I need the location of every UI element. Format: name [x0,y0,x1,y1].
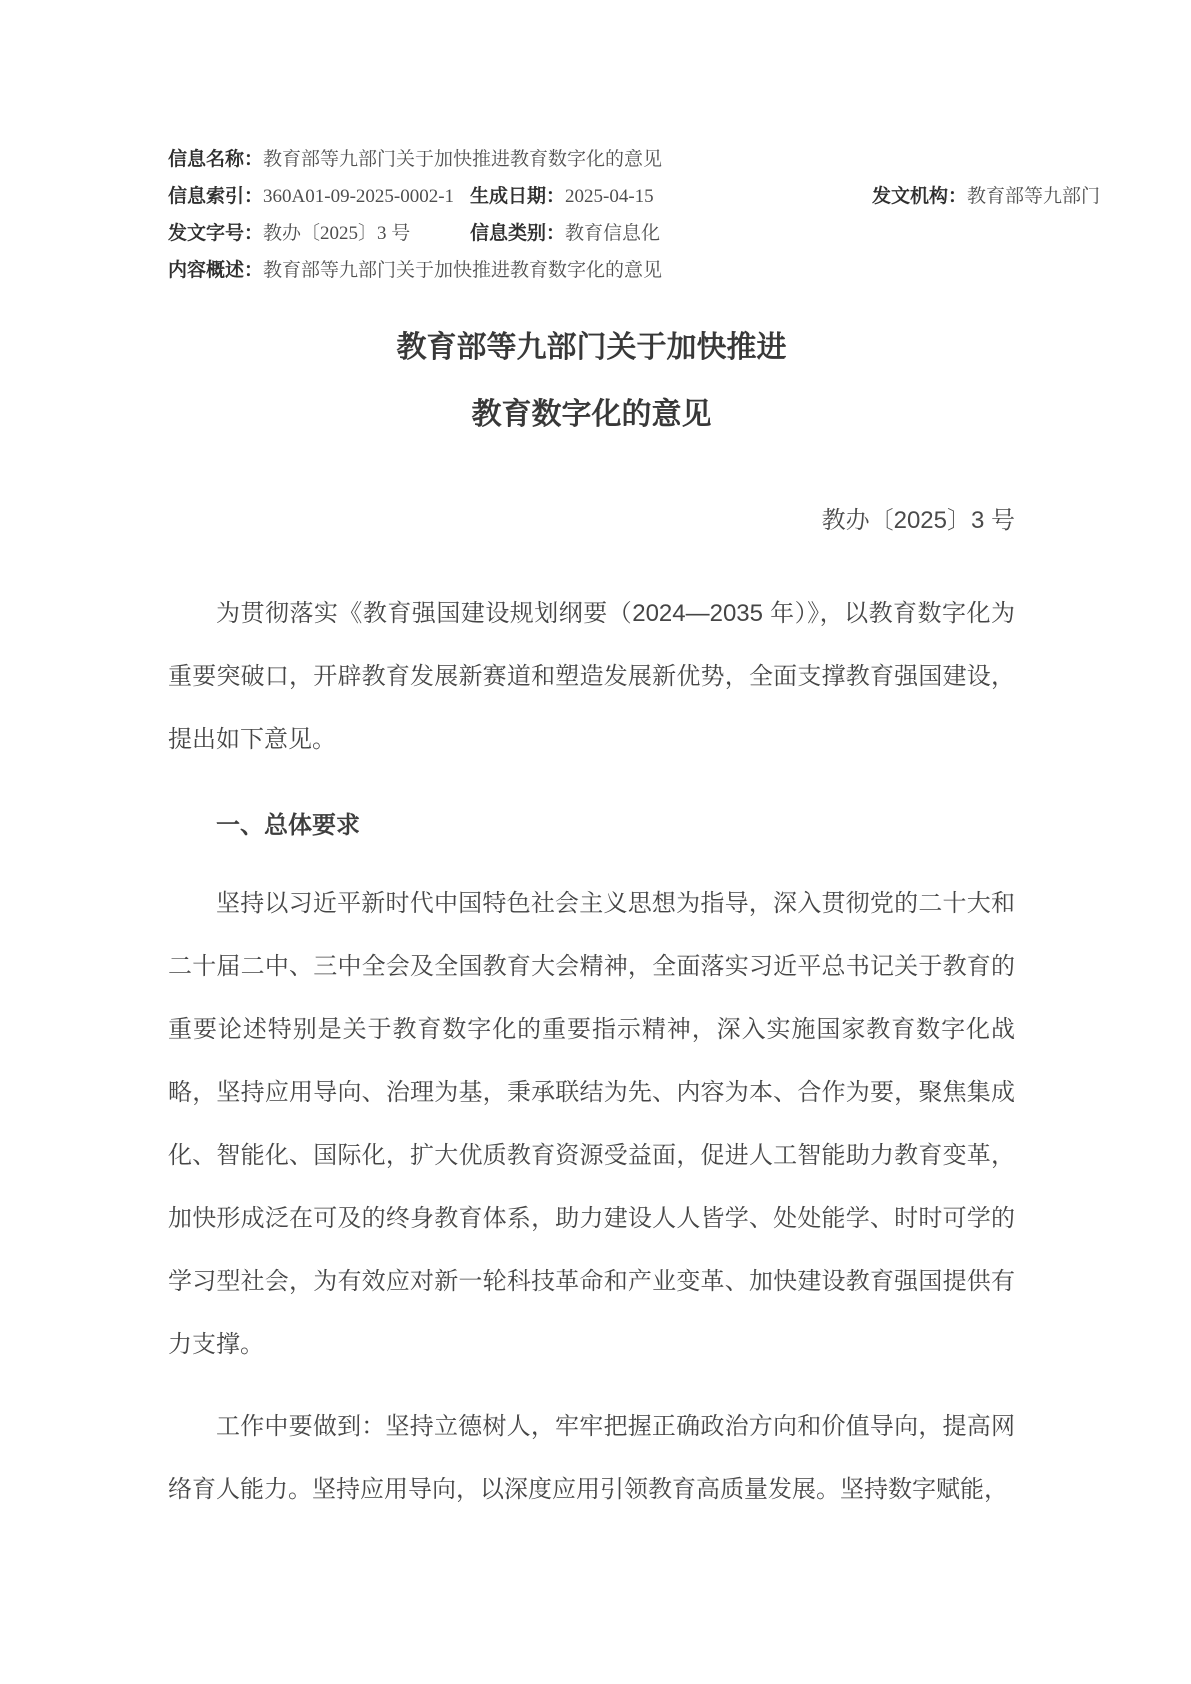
meta-field-issuing-agency [872,178,1120,215]
meta-field-info-name [168,141,1120,178]
document-title-line-2: 教育数字化的意见 [471,398,712,431]
meta-value-doc-number: 教办〔2025〕3 号 [263,223,411,244]
meta-field-generated-date [470,178,872,215]
meta-field-summary [168,252,1120,289]
meta-row-3 [168,215,1120,252]
meta-label-info-category: 信息类别： [470,223,566,244]
meta-value-info-category: 教育信息化 [565,223,661,244]
meta-value-generated-date: 2025-04-15 [565,186,654,207]
document-number: 教办〔2025〕3 号 [821,507,1015,534]
meta-label-doc-number: 发文字号： [168,223,264,244]
meta-label-info-name: 信息名称： [168,149,264,170]
meta-row-2 [168,178,1120,215]
metadata-table [168,0,1120,289]
meta-label-info-index: 信息索引： [168,186,264,207]
document-title [168,314,1015,448]
meta-value-info-index: 360A01-09-2025-0002-1 [263,186,455,207]
meta-value-info-name: 教育部等九部门关于加快推进教育数字化的意见 [263,149,663,170]
section-heading-overall-requirements: 一、总体要求 [216,812,360,839]
paragraph-work-principles: 工作中要做到：坚持立德树人，牢牢把握正确政治方向和价值导向，提高网络育人能力。坚持应用导向，以深度应用引领教育高质量发展。坚持数字赋能， [168,1413,1015,1503]
meta-field-doc-number [168,215,470,252]
meta-field-info-index [168,178,470,215]
meta-value-summary: 教育部等九部门关于加快推进教育数字化的意见 [263,260,663,281]
paragraph-guiding-ideology: 坚持以习近平新时代中国特色社会主义思想为指导，深入贯彻党的二十大和二十届二中、三中全会及全国教育大会精神，全面落实习近平总书记关于教育的重要论述特别是关于教育数字化的重要指示精神，深入实施国家教育数字化战略，坚持应用导向、治理为基，秉承联结为先、内容为本、合作为要，聚焦集成化、智能化、国际化，扩大优质教育资源受益面，促进人工智能助力教育变革，加快形成泛在可及的终身教育体系，助力建设人人皆学、处处能学、时时可学的学习型社会，为有效应对新一轮科技革命和产业变革、加快建设教育强国提供有力支撑。 [168,890,1015,1358]
meta-label-generated-date: 生成日期： [470,186,566,207]
meta-empty-cell [872,215,1120,252]
document-title-line-1: 教育部等九部门关于加快推进 [396,331,787,364]
meta-label-issuing-agency: 发文机构： [872,186,968,207]
meta-field-info-category [470,215,872,252]
meta-value-issuing-agency: 教育部等九部门 [967,186,1101,207]
meta-label-summary: 内容概述： [168,260,264,281]
paragraph-intro: 为贯彻落实《教育强国建设规划纲要（2024—2035 年）》，以教育数字化为重要突破口，开辟教育发展新赛道和塑造发展新优势，全面支撑教育强国建设，提出如下意见。 [168,600,1015,753]
